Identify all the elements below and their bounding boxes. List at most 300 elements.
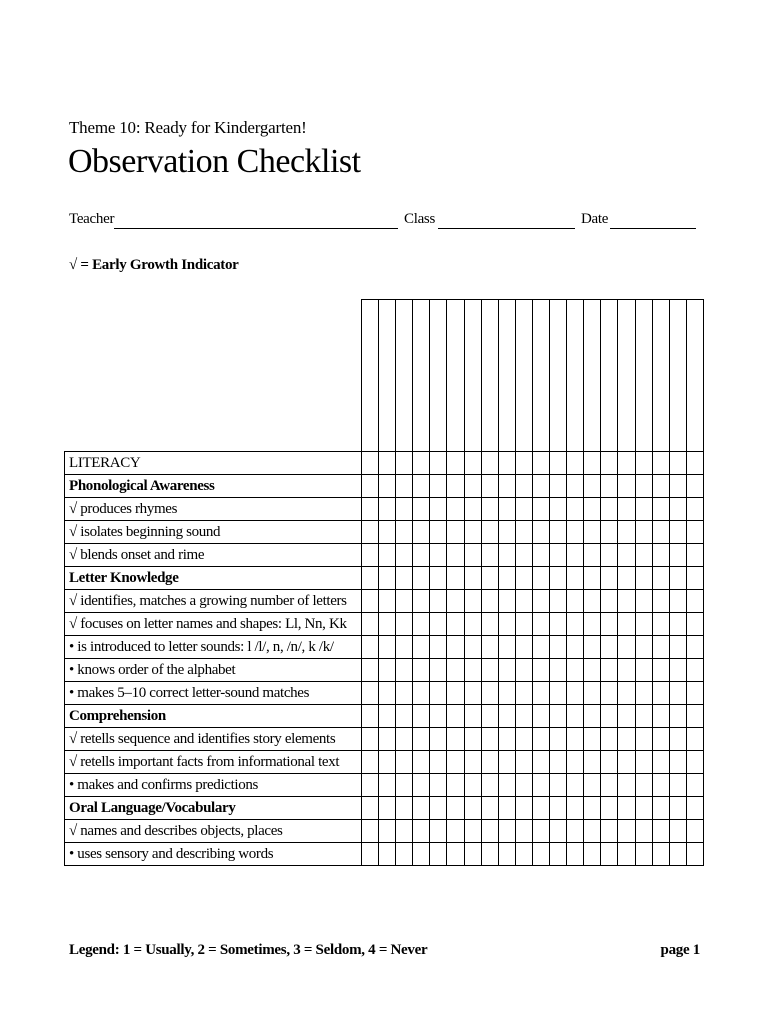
row-12-student-1-cell[interactable] [362,705,379,728]
row-6-student-11-cell[interactable] [532,567,549,590]
row-4-student-1-cell[interactable] [362,521,379,544]
row-5-student-18-cell[interactable] [652,544,669,567]
row-18-student-5-cell[interactable] [430,843,447,866]
row-1-student-14-cell[interactable] [584,452,601,475]
row-5-student-16-cell[interactable] [618,544,635,567]
row-16-student-1-cell[interactable] [362,797,379,820]
row-8-student-4-cell[interactable] [413,613,430,636]
row-15-student-18-cell[interactable] [652,774,669,797]
row-3-student-10-cell[interactable] [515,498,532,521]
row-10-student-9-cell[interactable] [498,659,515,682]
row-15-student-6-cell[interactable] [447,774,464,797]
row-7-student-11-cell[interactable] [532,590,549,613]
row-13-student-10-cell[interactable] [515,728,532,751]
row-8-student-18-cell[interactable] [652,613,669,636]
row-1-student-15-cell[interactable] [601,452,618,475]
row-4-student-13-cell[interactable] [567,521,584,544]
row-13-student-5-cell[interactable] [430,728,447,751]
row-8-student-3-cell[interactable] [396,613,413,636]
row-6-student-8-cell[interactable] [481,567,498,590]
row-13-student-1-cell[interactable] [362,728,379,751]
class-field[interactable] [438,228,575,229]
row-2-student-4-cell[interactable] [413,475,430,498]
row-2-student-17-cell[interactable] [635,475,652,498]
row-2-student-8-cell[interactable] [481,475,498,498]
row-6-student-14-cell[interactable] [584,567,601,590]
row-11-student-17-cell[interactable] [635,682,652,705]
row-4-student-12-cell[interactable] [550,521,567,544]
row-2-student-16-cell[interactable] [618,475,635,498]
row-9-student-6-cell[interactable] [447,636,464,659]
row-7-student-8-cell[interactable] [481,590,498,613]
row-13-student-11-cell[interactable] [532,728,549,751]
row-18-student-10-cell[interactable] [515,843,532,866]
row-1-student-18-cell[interactable] [652,452,669,475]
row-4-student-8-cell[interactable] [481,521,498,544]
row-5-student-15-cell[interactable] [601,544,618,567]
row-18-student-16-cell[interactable] [618,843,635,866]
row-4-student-3-cell[interactable] [396,521,413,544]
row-12-student-13-cell[interactable] [567,705,584,728]
row-8-student-17-cell[interactable] [635,613,652,636]
row-14-student-9-cell[interactable] [498,751,515,774]
row-8-student-14-cell[interactable] [584,613,601,636]
row-5-student-14-cell[interactable] [584,544,601,567]
row-3-student-16-cell[interactable] [618,498,635,521]
row-3-student-8-cell[interactable] [481,498,498,521]
row-11-student-6-cell[interactable] [447,682,464,705]
row-17-student-19-cell[interactable] [669,820,686,843]
row-15-student-9-cell[interactable] [498,774,515,797]
row-14-student-1-cell[interactable] [362,751,379,774]
row-10-student-16-cell[interactable] [618,659,635,682]
row-17-student-6-cell[interactable] [447,820,464,843]
row-1-student-1-cell[interactable] [362,452,379,475]
row-2-student-13-cell[interactable] [567,475,584,498]
row-11-student-19-cell[interactable] [669,682,686,705]
row-10-student-6-cell[interactable] [447,659,464,682]
row-1-student-13-cell[interactable] [567,452,584,475]
row-6-student-15-cell[interactable] [601,567,618,590]
row-4-student-9-cell[interactable] [498,521,515,544]
row-14-student-18-cell[interactable] [652,751,669,774]
row-14-student-11-cell[interactable] [532,751,549,774]
row-9-student-4-cell[interactable] [413,636,430,659]
row-14-student-4-cell[interactable] [413,751,430,774]
row-13-student-16-cell[interactable] [618,728,635,751]
row-18-student-14-cell[interactable] [584,843,601,866]
row-9-student-1-cell[interactable] [362,636,379,659]
row-18-student-15-cell[interactable] [601,843,618,866]
row-13-student-15-cell[interactable] [601,728,618,751]
row-1-student-9-cell[interactable] [498,452,515,475]
row-6-student-2-cell[interactable] [379,567,396,590]
row-12-student-14-cell[interactable] [584,705,601,728]
row-13-student-20-cell[interactable] [686,728,703,751]
row-8-student-9-cell[interactable] [498,613,515,636]
row-2-student-20-cell[interactable] [686,475,703,498]
row-14-student-12-cell[interactable] [550,751,567,774]
row-1-student-5-cell[interactable] [430,452,447,475]
row-12-student-2-cell[interactable] [379,705,396,728]
row-16-student-3-cell[interactable] [396,797,413,820]
row-16-student-8-cell[interactable] [481,797,498,820]
row-16-student-6-cell[interactable] [447,797,464,820]
row-11-student-15-cell[interactable] [601,682,618,705]
row-4-student-14-cell[interactable] [584,521,601,544]
row-12-student-6-cell[interactable] [447,705,464,728]
row-8-student-5-cell[interactable] [430,613,447,636]
row-11-student-3-cell[interactable] [396,682,413,705]
row-10-student-17-cell[interactable] [635,659,652,682]
row-18-student-18-cell[interactable] [652,843,669,866]
row-4-student-19-cell[interactable] [669,521,686,544]
row-3-student-11-cell[interactable] [532,498,549,521]
row-17-student-7-cell[interactable] [464,820,481,843]
row-4-student-4-cell[interactable] [413,521,430,544]
row-12-student-7-cell[interactable] [464,705,481,728]
row-15-student-4-cell[interactable] [413,774,430,797]
row-7-student-14-cell[interactable] [584,590,601,613]
student-name-9-cell[interactable] [498,300,515,452]
row-16-student-15-cell[interactable] [601,797,618,820]
student-name-1-cell[interactable] [362,300,379,452]
row-3-student-3-cell[interactable] [396,498,413,521]
row-5-student-1-cell[interactable] [362,544,379,567]
row-14-student-5-cell[interactable] [430,751,447,774]
row-1-student-12-cell[interactable] [550,452,567,475]
row-11-student-5-cell[interactable] [430,682,447,705]
row-7-student-18-cell[interactable] [652,590,669,613]
row-15-student-19-cell[interactable] [669,774,686,797]
row-2-student-9-cell[interactable] [498,475,515,498]
row-7-student-12-cell[interactable] [550,590,567,613]
row-11-student-2-cell[interactable] [379,682,396,705]
row-9-student-7-cell[interactable] [464,636,481,659]
row-9-student-17-cell[interactable] [635,636,652,659]
row-17-student-4-cell[interactable] [413,820,430,843]
row-9-student-2-cell[interactable] [379,636,396,659]
row-16-student-5-cell[interactable] [430,797,447,820]
student-name-15-cell[interactable] [601,300,618,452]
row-9-student-5-cell[interactable] [430,636,447,659]
row-16-student-16-cell[interactable] [618,797,635,820]
row-12-student-20-cell[interactable] [686,705,703,728]
row-11-student-20-cell[interactable] [686,682,703,705]
row-10-student-5-cell[interactable] [430,659,447,682]
row-12-student-16-cell[interactable] [618,705,635,728]
row-9-student-9-cell[interactable] [498,636,515,659]
row-9-student-11-cell[interactable] [532,636,549,659]
row-16-student-11-cell[interactable] [532,797,549,820]
row-11-student-18-cell[interactable] [652,682,669,705]
row-6-student-1-cell[interactable] [362,567,379,590]
row-2-student-6-cell[interactable] [447,475,464,498]
row-2-student-5-cell[interactable] [430,475,447,498]
row-1-student-6-cell[interactable] [447,452,464,475]
row-14-student-17-cell[interactable] [635,751,652,774]
row-14-student-14-cell[interactable] [584,751,601,774]
row-1-student-2-cell[interactable] [379,452,396,475]
row-5-student-9-cell[interactable] [498,544,515,567]
row-18-student-6-cell[interactable] [447,843,464,866]
row-4-student-7-cell[interactable] [464,521,481,544]
row-7-student-9-cell[interactable] [498,590,515,613]
row-7-student-20-cell[interactable] [686,590,703,613]
student-name-7-cell[interactable] [464,300,481,452]
row-12-student-11-cell[interactable] [532,705,549,728]
row-8-student-8-cell[interactable] [481,613,498,636]
row-17-student-16-cell[interactable] [618,820,635,843]
row-10-student-2-cell[interactable] [379,659,396,682]
row-18-student-9-cell[interactable] [498,843,515,866]
row-6-student-6-cell[interactable] [447,567,464,590]
row-9-student-18-cell[interactable] [652,636,669,659]
row-7-student-2-cell[interactable] [379,590,396,613]
row-5-student-3-cell[interactable] [396,544,413,567]
row-1-student-8-cell[interactable] [481,452,498,475]
row-6-student-16-cell[interactable] [618,567,635,590]
row-12-student-19-cell[interactable] [669,705,686,728]
row-10-student-4-cell[interactable] [413,659,430,682]
row-6-student-10-cell[interactable] [515,567,532,590]
row-16-student-7-cell[interactable] [464,797,481,820]
row-17-student-5-cell[interactable] [430,820,447,843]
row-12-student-4-cell[interactable] [413,705,430,728]
row-16-student-17-cell[interactable] [635,797,652,820]
row-13-student-17-cell[interactable] [635,728,652,751]
row-17-student-8-cell[interactable] [481,820,498,843]
row-8-student-6-cell[interactable] [447,613,464,636]
row-16-student-12-cell[interactable] [550,797,567,820]
row-3-student-14-cell[interactable] [584,498,601,521]
row-12-student-5-cell[interactable] [430,705,447,728]
row-11-student-16-cell[interactable] [618,682,635,705]
row-8-student-16-cell[interactable] [618,613,635,636]
row-18-student-13-cell[interactable] [567,843,584,866]
row-6-student-18-cell[interactable] [652,567,669,590]
row-5-student-17-cell[interactable] [635,544,652,567]
row-16-student-9-cell[interactable] [498,797,515,820]
row-8-student-10-cell[interactable] [515,613,532,636]
row-16-student-4-cell[interactable] [413,797,430,820]
row-12-student-15-cell[interactable] [601,705,618,728]
row-1-student-10-cell[interactable] [515,452,532,475]
row-13-student-13-cell[interactable] [567,728,584,751]
row-13-student-14-cell[interactable] [584,728,601,751]
row-15-student-11-cell[interactable] [532,774,549,797]
row-11-student-12-cell[interactable] [550,682,567,705]
row-18-student-20-cell[interactable] [686,843,703,866]
row-10-student-7-cell[interactable] [464,659,481,682]
row-10-student-3-cell[interactable] [396,659,413,682]
row-3-student-12-cell[interactable] [550,498,567,521]
row-2-student-14-cell[interactable] [584,475,601,498]
row-1-student-4-cell[interactable] [413,452,430,475]
row-16-student-2-cell[interactable] [379,797,396,820]
row-10-student-15-cell[interactable] [601,659,618,682]
row-14-student-20-cell[interactable] [686,751,703,774]
row-6-student-4-cell[interactable] [413,567,430,590]
row-3-student-15-cell[interactable] [601,498,618,521]
row-4-student-6-cell[interactable] [447,521,464,544]
row-4-student-15-cell[interactable] [601,521,618,544]
row-15-student-17-cell[interactable] [635,774,652,797]
row-11-student-14-cell[interactable] [584,682,601,705]
row-5-student-8-cell[interactable] [481,544,498,567]
student-name-8-cell[interactable] [481,300,498,452]
row-7-student-4-cell[interactable] [413,590,430,613]
row-15-student-3-cell[interactable] [396,774,413,797]
row-18-student-19-cell[interactable] [669,843,686,866]
row-7-student-19-cell[interactable] [669,590,686,613]
row-10-student-12-cell[interactable] [550,659,567,682]
row-13-student-6-cell[interactable] [447,728,464,751]
row-15-student-16-cell[interactable] [618,774,635,797]
row-8-student-7-cell[interactable] [464,613,481,636]
student-name-13-cell[interactable] [567,300,584,452]
row-9-student-16-cell[interactable] [618,636,635,659]
row-11-student-9-cell[interactable] [498,682,515,705]
row-3-student-6-cell[interactable] [447,498,464,521]
row-6-student-19-cell[interactable] [669,567,686,590]
row-12-student-12-cell[interactable] [550,705,567,728]
row-18-student-2-cell[interactable] [379,843,396,866]
row-6-student-9-cell[interactable] [498,567,515,590]
row-17-student-9-cell[interactable] [498,820,515,843]
row-13-student-7-cell[interactable] [464,728,481,751]
row-11-student-13-cell[interactable] [567,682,584,705]
row-7-student-17-cell[interactable] [635,590,652,613]
row-8-student-13-cell[interactable] [567,613,584,636]
row-18-student-11-cell[interactable] [532,843,549,866]
row-6-student-20-cell[interactable] [686,567,703,590]
row-3-student-4-cell[interactable] [413,498,430,521]
row-13-student-18-cell[interactable] [652,728,669,751]
row-7-student-7-cell[interactable] [464,590,481,613]
row-6-student-12-cell[interactable] [550,567,567,590]
row-17-student-2-cell[interactable] [379,820,396,843]
row-3-student-19-cell[interactable] [669,498,686,521]
row-14-student-6-cell[interactable] [447,751,464,774]
row-7-student-10-cell[interactable] [515,590,532,613]
row-2-student-3-cell[interactable] [396,475,413,498]
row-6-student-3-cell[interactable] [396,567,413,590]
row-5-student-12-cell[interactable] [550,544,567,567]
row-17-student-13-cell[interactable] [567,820,584,843]
row-1-student-7-cell[interactable] [464,452,481,475]
row-4-student-18-cell[interactable] [652,521,669,544]
row-4-student-5-cell[interactable] [430,521,447,544]
student-name-11-cell[interactable] [532,300,549,452]
row-8-student-12-cell[interactable] [550,613,567,636]
row-11-student-4-cell[interactable] [413,682,430,705]
row-14-student-7-cell[interactable] [464,751,481,774]
row-2-student-10-cell[interactable] [515,475,532,498]
student-name-10-cell[interactable] [515,300,532,452]
row-6-student-13-cell[interactable] [567,567,584,590]
row-17-student-14-cell[interactable] [584,820,601,843]
row-1-student-3-cell[interactable] [396,452,413,475]
row-1-student-16-cell[interactable] [618,452,635,475]
row-2-student-18-cell[interactable] [652,475,669,498]
row-8-student-20-cell[interactable] [686,613,703,636]
row-5-student-13-cell[interactable] [567,544,584,567]
student-name-4-cell[interactable] [413,300,430,452]
row-8-student-11-cell[interactable] [532,613,549,636]
student-name-12-cell[interactable] [550,300,567,452]
row-6-student-17-cell[interactable] [635,567,652,590]
row-5-student-4-cell[interactable] [413,544,430,567]
row-1-student-20-cell[interactable] [686,452,703,475]
row-15-student-1-cell[interactable] [362,774,379,797]
row-18-student-4-cell[interactable] [413,843,430,866]
row-15-student-15-cell[interactable] [601,774,618,797]
row-5-student-10-cell[interactable] [515,544,532,567]
row-5-student-20-cell[interactable] [686,544,703,567]
row-14-student-8-cell[interactable] [481,751,498,774]
row-18-student-7-cell[interactable] [464,843,481,866]
row-15-student-2-cell[interactable] [379,774,396,797]
row-10-student-14-cell[interactable] [584,659,601,682]
row-17-student-15-cell[interactable] [601,820,618,843]
row-8-student-15-cell[interactable] [601,613,618,636]
row-15-student-10-cell[interactable] [515,774,532,797]
row-7-student-5-cell[interactable] [430,590,447,613]
row-15-student-14-cell[interactable] [584,774,601,797]
row-4-student-10-cell[interactable] [515,521,532,544]
row-2-student-2-cell[interactable] [379,475,396,498]
row-3-student-9-cell[interactable] [498,498,515,521]
row-3-student-2-cell[interactable] [379,498,396,521]
row-9-student-15-cell[interactable] [601,636,618,659]
row-15-student-13-cell[interactable] [567,774,584,797]
student-name-20-cell[interactable] [686,300,703,452]
row-3-student-20-cell[interactable] [686,498,703,521]
date-field[interactable] [610,228,696,229]
row-13-student-12-cell[interactable] [550,728,567,751]
row-1-student-17-cell[interactable] [635,452,652,475]
row-10-student-19-cell[interactable] [669,659,686,682]
row-2-student-12-cell[interactable] [550,475,567,498]
row-14-student-16-cell[interactable] [618,751,635,774]
row-9-student-20-cell[interactable] [686,636,703,659]
row-14-student-10-cell[interactable] [515,751,532,774]
row-13-student-4-cell[interactable] [413,728,430,751]
row-8-student-1-cell[interactable] [362,613,379,636]
teacher-field[interactable] [114,228,398,229]
row-4-student-2-cell[interactable] [379,521,396,544]
row-10-student-1-cell[interactable] [362,659,379,682]
row-2-student-7-cell[interactable] [464,475,481,498]
row-8-student-2-cell[interactable] [379,613,396,636]
row-17-student-3-cell[interactable] [396,820,413,843]
row-5-student-19-cell[interactable] [669,544,686,567]
row-8-student-19-cell[interactable] [669,613,686,636]
row-5-student-2-cell[interactable] [379,544,396,567]
row-14-student-19-cell[interactable] [669,751,686,774]
row-5-student-5-cell[interactable] [430,544,447,567]
row-10-student-10-cell[interactable] [515,659,532,682]
row-11-student-7-cell[interactable] [464,682,481,705]
student-name-16-cell[interactable] [618,300,635,452]
student-name-2-cell[interactable] [379,300,396,452]
row-15-student-8-cell[interactable] [481,774,498,797]
row-18-student-12-cell[interactable] [550,843,567,866]
row-13-student-8-cell[interactable] [481,728,498,751]
row-15-student-7-cell[interactable] [464,774,481,797]
row-2-student-19-cell[interactable] [669,475,686,498]
